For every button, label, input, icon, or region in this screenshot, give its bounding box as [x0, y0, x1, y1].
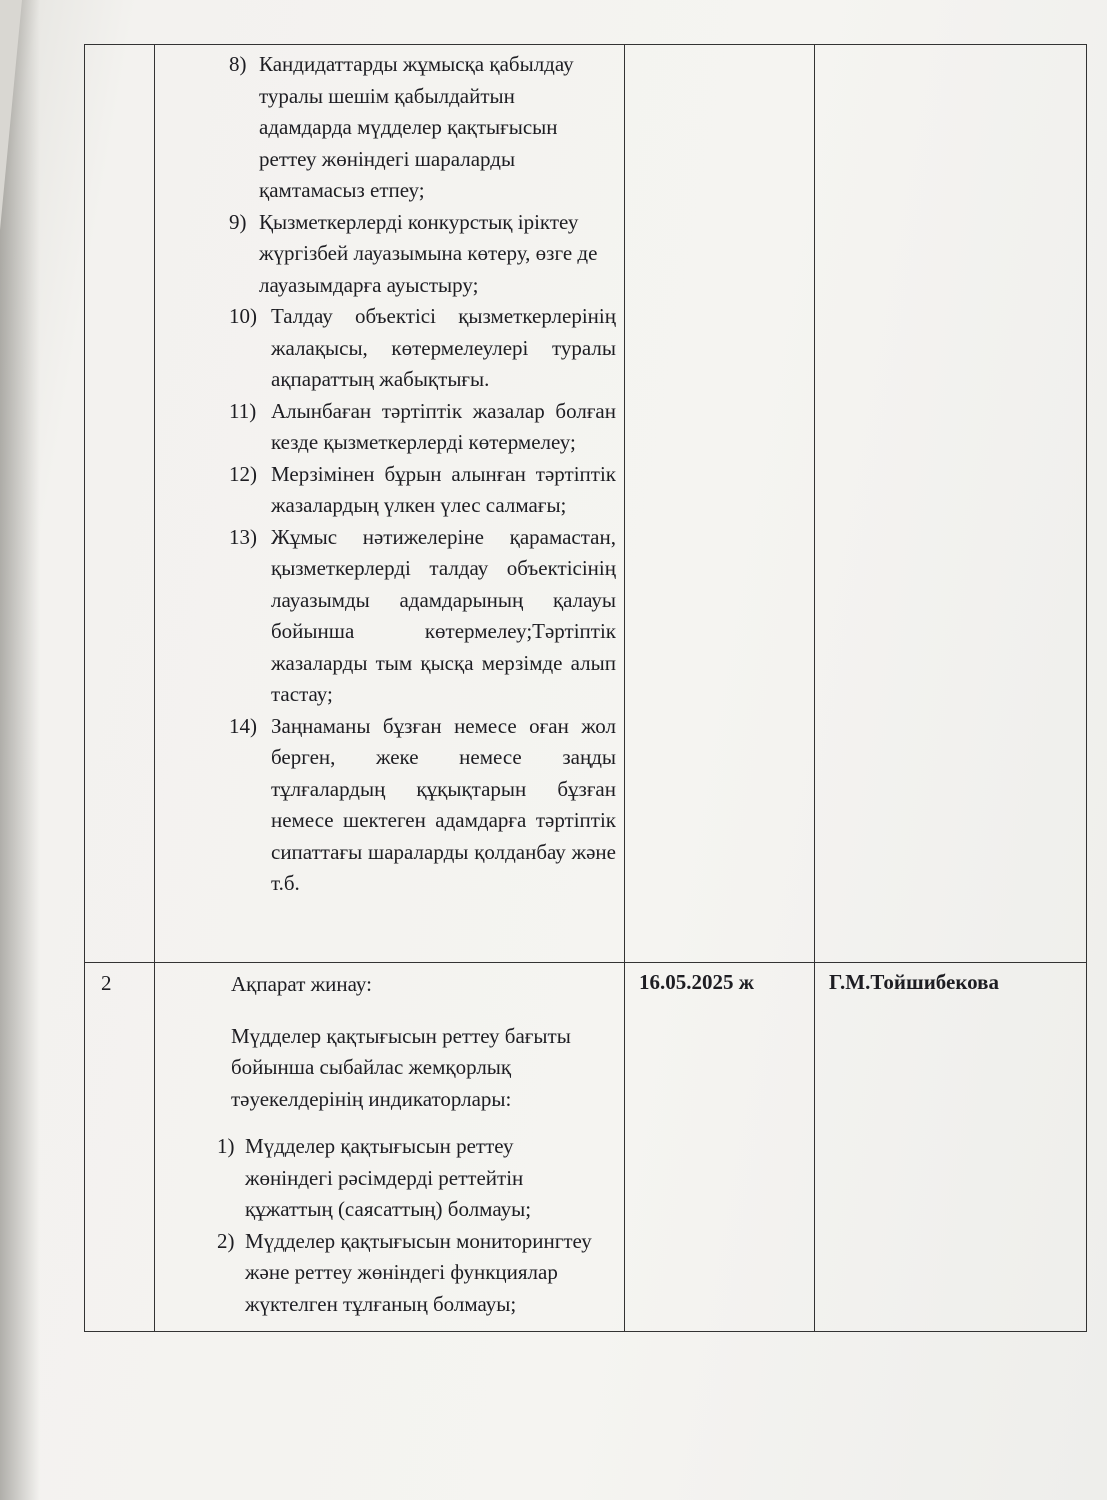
item-text: Мүдделер қақтығысын реттеу жөніндегі рәсімдерді реттейтін құжаттың (саясаттың) болмауы; — [245, 1134, 532, 1221]
indicator-list — [155, 49, 624, 900]
item-number: 14) — [229, 713, 257, 738]
deadline-date: 16.05.2025 ж — [639, 970, 754, 994]
date-cell — [625, 45, 815, 963]
list-item — [217, 1131, 616, 1226]
list-item — [229, 711, 616, 900]
item-text: Мерзімінен бұрын алынған тәртіптік жазалардың үлкен үлес салмағы; — [271, 461, 616, 517]
deadline-date — [625, 45, 814, 49]
description-block — [155, 963, 624, 1320]
table-row — [85, 963, 1087, 1332]
item-number: 8) — [229, 52, 247, 76]
table-row — [85, 45, 1087, 963]
list-item — [229, 301, 616, 396]
responsible-person — [815, 45, 1086, 49]
description-cell — [155, 45, 625, 963]
responsible-cell — [815, 45, 1087, 963]
row-number-cell — [85, 963, 155, 1332]
list-item — [229, 459, 616, 522]
list-item — [229, 522, 616, 711]
section-intro: Мүдделер қақтығысын реттеу бағыты бойынша сыбайлас жемқорлық тәуекелдерінің индикаторлары: — [231, 1023, 571, 1111]
item-number: 9) — [229, 209, 247, 234]
item-text: Мүдделер қақтығысын мониторингтеу және реттеу жөніндегі функциялар жүктелген тұлғаның болмауы; — [245, 1228, 592, 1316]
date-cell — [625, 963, 815, 1332]
item-number: 2) — [217, 1228, 235, 1253]
item-number: 10) — [229, 304, 257, 328]
plan-table — [84, 44, 1087, 1332]
item-number: 12) — [229, 461, 257, 486]
item-number: 13) — [229, 524, 257, 549]
item-number: 1) — [217, 1134, 235, 1158]
item-text: Кандидаттарды жұмысқа қабылдау туралы шешім қабылдайтын адамдарда мүдделер қақтығысын реттеу жөніндегі шараларды қамтамасыз етпеу; — [259, 52, 574, 202]
list-item — [229, 396, 616, 459]
indicator-list — [217, 1131, 616, 1320]
row-number — [85, 45, 154, 50]
item-text: Заңнаманы бұзған немесе оған жол берген, жеке немесе заңды тұлғалардың құқықтарын бұзған немесе шектеген адамдарға тәртіптік сипаттағы шараларды қолданбау және т.б. — [271, 713, 616, 895]
item-text: Алынбаған тәртіптік жазалар болған кезде қызметкерлерді көтермелеу; — [271, 398, 616, 454]
responsible-person: Г.М.Тойшибекова — [829, 970, 999, 994]
list-item — [229, 207, 616, 302]
section-heading: Ақпарат жинау: — [231, 972, 372, 996]
page-corner — [0, 0, 22, 230]
item-text: Жұмыс нәтижелеріне қарамастан, қызметкерлерді талдау объектісінің лауазымды адамдарының қалауы бойынша көтермелеу;Тәртіптік жазаларды тым қысқа мерзімде алып тастау; — [271, 524, 616, 706]
item-number: 11) — [229, 398, 257, 423]
list-item — [229, 49, 616, 207]
list-item — [217, 1226, 616, 1321]
row-number: 2 — [101, 971, 112, 995]
description-cell — [155, 963, 625, 1332]
item-text: Талдау объектісі қызметкерлерінің жалақысы, көтермелеулері туралы ақпараттың жабықтығы. — [271, 304, 616, 391]
responsible-cell — [815, 963, 1087, 1332]
row-number-cell — [85, 45, 155, 963]
item-text: Қызметкерлерді конкурстық іріктеу жүргізбей лауазымына көтеру, өзге де лауазымдарға ауыстыру; — [259, 209, 598, 297]
